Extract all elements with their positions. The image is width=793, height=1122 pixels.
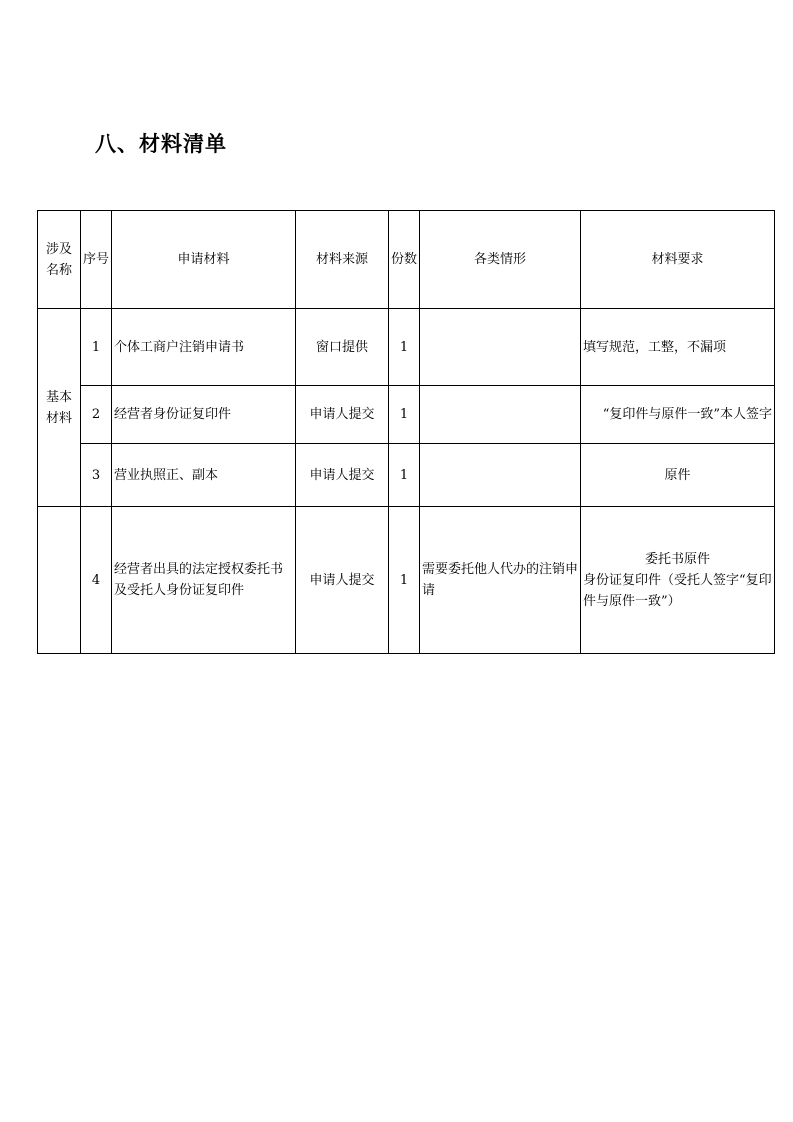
row-index: 4 [81,507,112,654]
header-category: 涉及 名称 [38,211,81,309]
row-situation [420,386,581,444]
row-index: 3 [81,444,112,507]
header-copies: 份数 [389,211,420,309]
row-material: 营业执照正、副本 [112,444,296,507]
row-copies: 1 [389,444,420,507]
materials-table [37,210,775,654]
category-empty [38,507,81,654]
row-copies: 1 [389,507,420,654]
table-row [38,386,775,444]
row-source: 申请人提交 [296,444,389,507]
page-title: 八、材料清单 [95,132,227,156]
table-row [38,507,775,654]
row-source: 申请人提交 [296,386,389,444]
table-header-row [38,211,775,309]
header-source: 材料来源 [296,211,389,309]
row-copies: 1 [389,309,420,386]
row-source: 申请人提交 [296,507,389,654]
header-index: 序号 [81,211,112,309]
table-row [38,309,775,386]
header-situation: 各类情形 [420,211,581,309]
row-requirement: “复印件与原件一致”本人签字 [581,386,775,444]
row-material: 个体工商户注销申请书 [112,309,296,386]
row-copies: 1 [389,386,420,444]
row-requirement [581,507,775,654]
row-situation: 需要委托他人代办的注销申请 [420,507,581,654]
requirement-line: 身份证复印件（受托人签字“复印件与原件一致”） [583,572,772,609]
header-requirement: 材料要求 [581,211,775,309]
row-situation [420,444,581,507]
row-requirement: 原件 [581,444,775,507]
category-basic-materials: 基本 材料 [38,309,81,507]
row-material: 经营者身份证复印件 [112,386,296,444]
row-material: 经营者出具的法定授权委托书及受托人身份证复印件 [112,507,296,654]
row-requirement: 填写规范，工整，不漏项 [581,309,775,386]
row-source: 窗口提供 [296,309,389,386]
requirement-line: 委托书原件 [644,551,710,567]
table-row [38,444,775,507]
header-material: 申请材料 [112,211,296,309]
row-index: 2 [81,386,112,444]
row-situation [420,309,581,386]
row-index: 1 [81,309,112,386]
